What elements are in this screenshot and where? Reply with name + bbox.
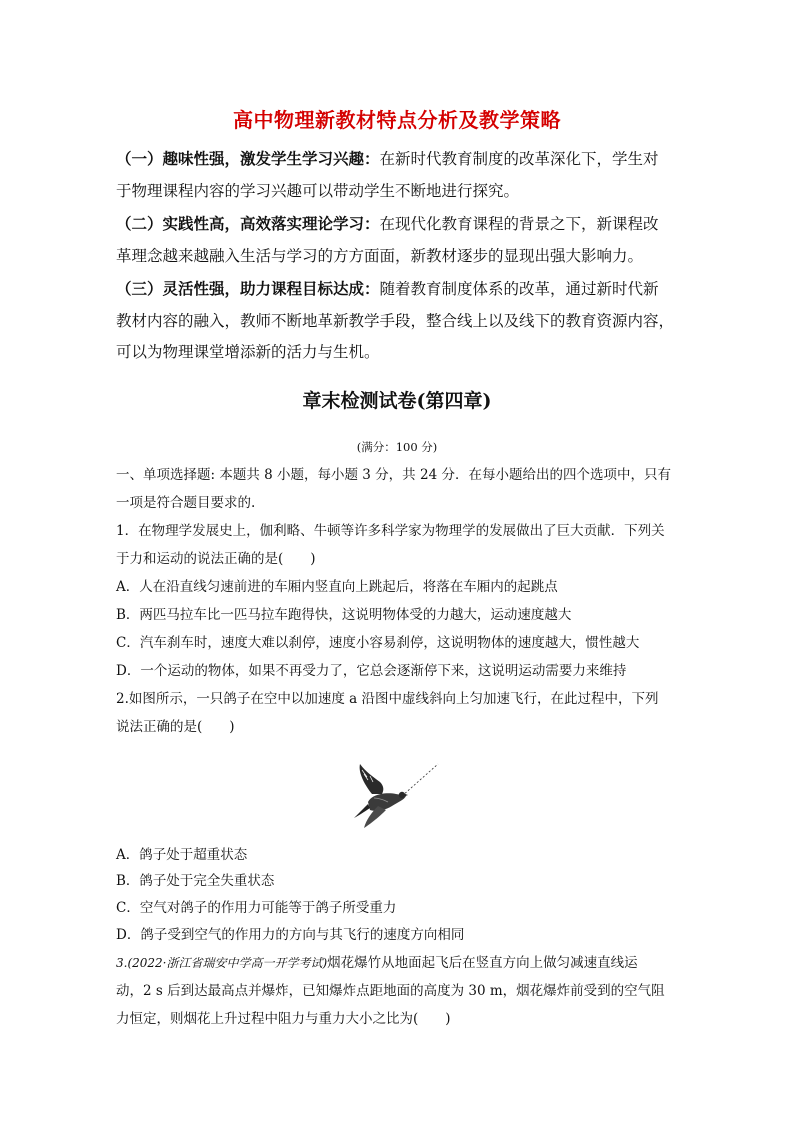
q1-option-c: C．汽车刹车时，速度大难以刹停，速度小容易刹停，这说明物体的速度越大，惯性越大 xyxy=(116,635,640,651)
q3-stem-line-1 xyxy=(116,951,638,971)
q3-source: 3.(2022·浙江省瑞安中学高一开学考试) xyxy=(116,956,328,970)
intro-text-4: 革理念越来越融入生活与学习的方方面面，新教材逐步的显现出强大影响力。 xyxy=(116,246,644,265)
q3-stem-line-3: 力恒定，则烟花上升过程中阻力与重力大小之比为( ) xyxy=(116,1011,451,1027)
intro-text-2: 于物理课程内容的学习兴趣可以带动学生不断地进行探究。 xyxy=(116,181,520,200)
pigeon-beak xyxy=(405,794,408,796)
intro-paragraph-3 xyxy=(116,274,681,306)
intro-text-5: 随着教育制度体系的改革，通过新时代新 xyxy=(379,280,659,298)
intro-line-6 xyxy=(116,306,681,338)
q2-option-a: A．鸽子处于超重状态 xyxy=(116,847,248,863)
q1-option-b: B．两匹马拉车比一匹马拉车跑得快，这说明物体受的力越大，运动速度越大 xyxy=(116,607,572,623)
intro-text-7: 可以为物理课堂增添新的活力与生机。 xyxy=(116,343,380,361)
intro-line-4 xyxy=(116,241,681,273)
q3-stem-text-1: 烟花爆竹从地面起飞后在竖直方向上做匀减速直线运 xyxy=(327,955,638,971)
q2-stem-line-1: 2.如图所示，一只鸽子在空中以加速度 a 沿图中虚线斜向上匀加速飞行，在此过程中，下列 xyxy=(116,691,659,707)
q1-stem-line-2: 于力和运动的说法正确的是( ) xyxy=(116,551,316,567)
q3-stem-line-2: 动，2 s 后到达最高点并爆炸，已知爆炸点距地面的高度为 30 m，烟花爆炸前受到的空气阻 xyxy=(116,983,665,999)
q1-option-d: D．一个运动的物体，如果不再受力了，它总会逐渐停下来，这说明运动需要力来维持 xyxy=(116,663,627,679)
intro-text-1: 在新时代教育制度的改革深化下，学生对 xyxy=(379,150,659,168)
intro-line-7 xyxy=(116,337,681,369)
intro-text-3: 在现代化教育课程的背景之下，新课程改 xyxy=(379,215,659,233)
intro-heading-1: （一）趣味性强，激发学生学习兴趣： xyxy=(116,150,380,168)
q2-option-d: D．鸽子受到空气的作用力的方向与其飞行的速度方向相同 xyxy=(116,927,465,943)
intro-paragraph-1 xyxy=(116,144,681,176)
intro-heading-3: （三）灵活性强，助力课程目标达成： xyxy=(116,280,380,298)
exam-title: 章末检测试卷(第四章) xyxy=(302,390,492,412)
intro-section xyxy=(116,144,681,369)
q1-stem-line-1: 1．在物理学发展史上，伽利略、牛顿等许多科学家为物理学的发展做出了巨大贡献．下列关 xyxy=(116,523,665,539)
intro-line-2 xyxy=(116,176,681,208)
page-title: 高中物理新教材特点分析及教学策略 xyxy=(233,108,561,132)
q2-option-b: B．鸽子处于完全失重状态 xyxy=(116,873,275,889)
intro-paragraph-2 xyxy=(116,209,681,241)
intro-heading-2: （二）实践性高，高效落实理论学习： xyxy=(116,215,380,233)
q2-stem-line-2: 说法正确的是( ) xyxy=(116,719,235,735)
section-heading-line-2: 一项是符合题目要求的. xyxy=(116,495,256,511)
pigeon-head xyxy=(399,792,405,798)
q2-option-c: C．空气对鸽子的作用力可能等于鸽子所受重力 xyxy=(116,900,397,916)
section-heading-line-1: 一、单项选择题: 本题共 8 小题，每小题 3 分，共 24 分．在每小题给出的四个选项中，只有 xyxy=(116,467,671,483)
pigeon-tail xyxy=(354,804,370,818)
intro-text-6: 教材内容的融入，教师不断地革新教学手段，整合线上以及线下的教育资源内容， xyxy=(116,311,675,330)
score-note: (满分：100 分) xyxy=(356,440,438,454)
q1-option-a: A．人在沿直线匀速前进的车厢内竖直向上跳起后，将落在车厢内的起跳点 xyxy=(116,579,558,595)
pigeon-figure xyxy=(350,762,442,832)
flight-path-dashed-line xyxy=(402,764,438,796)
